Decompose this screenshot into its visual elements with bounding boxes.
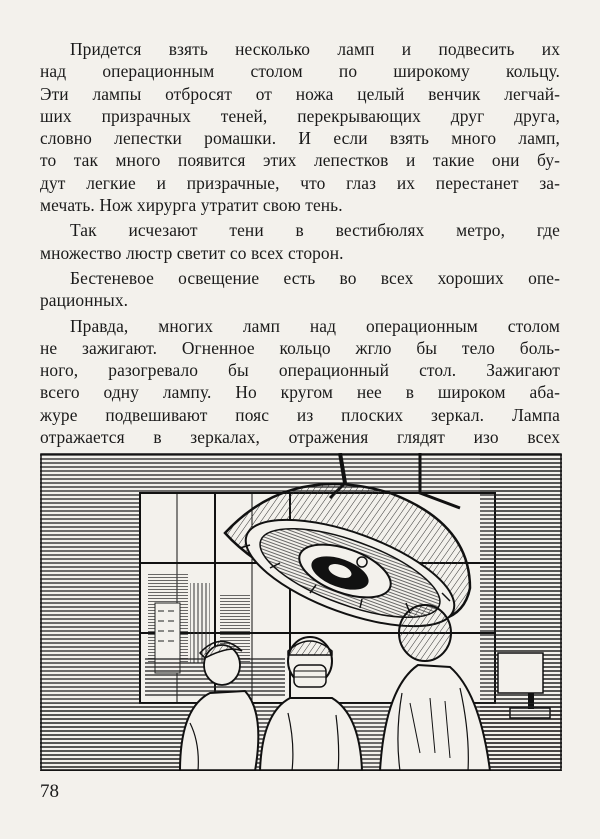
paragraph-1: [40, 38, 560, 216]
body-text: [40, 38, 560, 451]
text-line: рационных.: [40, 290, 129, 311]
text-line: Эти лампы отбросят от ножа целый венчик легчай-: [40, 83, 560, 104]
text-line: ших призрачных теней, перекрывающих друг друга,: [40, 105, 560, 126]
text-line: ного, разогревало бы операционный стол. Зажигают: [40, 360, 560, 381]
text-line: отражается в зеркалах, отражения глядят изо всех: [40, 427, 560, 448]
text-line: не зажигают. Огненное кольцо жгло бы тело боль-: [40, 337, 560, 358]
text-line: Бестеневое освещение есть во всех хороших опе-: [70, 267, 560, 288]
paragraph-2: [40, 219, 560, 264]
text-line: множество люстр светит со всех сторон.: [40, 242, 344, 263]
paragraph-4: [40, 315, 560, 449]
text-line: над операционным столом по широкому кольцу.: [40, 61, 560, 82]
text-line: то так много появится этих лепестков и такие они бу-: [40, 150, 560, 171]
text-line: Правда, многих ламп над операционным столом: [70, 315, 560, 336]
text-line: словно лепестки ромашки. И если взять много ламп,: [40, 128, 560, 149]
text-line: Так исчезают тени в вестибюлях метро, где: [70, 220, 560, 241]
paragraph-3: [40, 267, 560, 312]
text-line: дут легкие и призрачные, что глаз их перестанет за-: [40, 172, 560, 193]
text-line: журе подвешивают пояс из плоских зеркал. Лампа: [40, 404, 560, 425]
text-line: Придется взять несколько ламп и подвесить их: [70, 39, 560, 59]
surgery-lamp-drawing: [40, 453, 562, 771]
text-line: мечать. Нож хирурга утратит свою тень.: [40, 195, 343, 216]
text-line: всего одну лампу. Но кругом нее в широком аба-: [40, 382, 560, 403]
page-number: 78: [40, 781, 59, 802]
operating-room-illustration: [40, 453, 562, 771]
